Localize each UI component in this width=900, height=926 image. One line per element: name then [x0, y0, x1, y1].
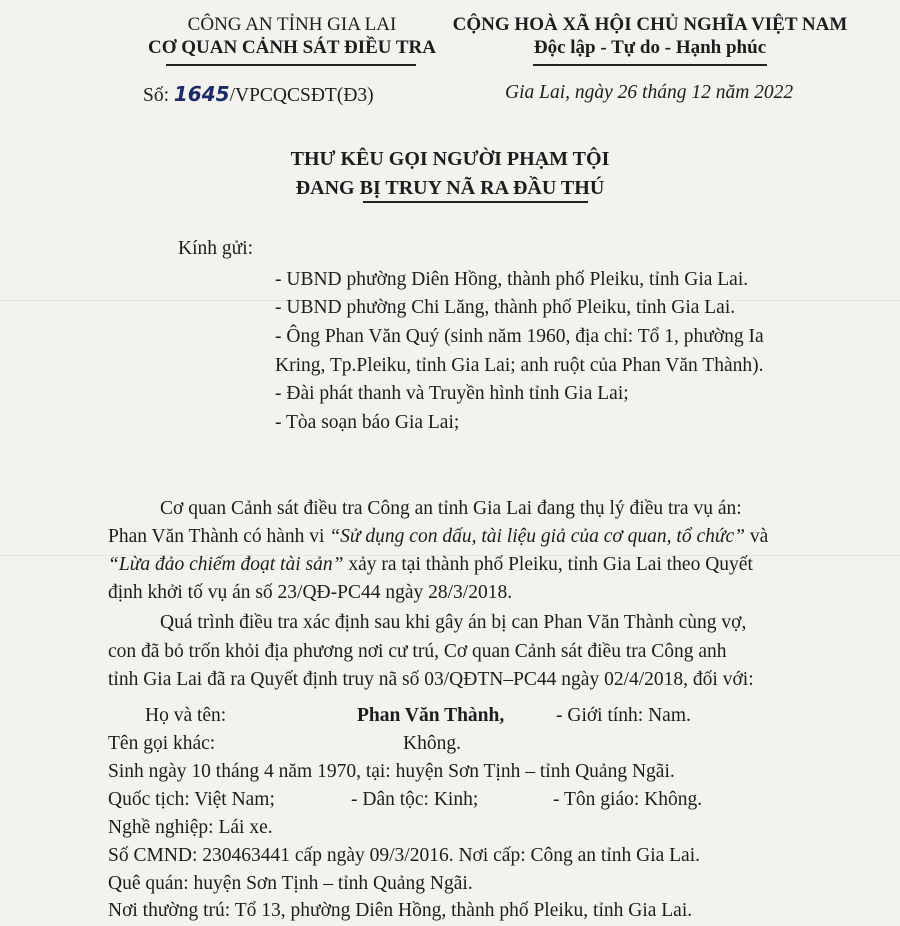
place-date: Gia Lai, ngày 26 tháng 12 năm 2022 [505, 82, 794, 103]
suspect-name-label: Họ và tên: [145, 705, 227, 726]
paragraph1-line3 [108, 554, 753, 576]
paragraph1-line2 [108, 526, 768, 548]
paragraph1-line1: Cơ quan Cảnh sát điều tra Công an tỉnh Gia Lai đang thụ lý điều tra vụ án: [160, 498, 742, 519]
suspect-religion: - Tôn giáo: Không. [553, 789, 703, 810]
suspect-occupation: Nghề nghiệp: Lái xe. [108, 817, 273, 838]
suspect-alias: Không. [403, 733, 461, 754]
agency-underline [166, 64, 416, 66]
document-number [143, 82, 374, 107]
paragraph2-line1: Quá trình điều tra xác định sau khi gây án bị can Phan Văn Thành cùng vợ, [160, 612, 747, 633]
national-motto: Độc lập - Tự do - Hạnh phúc [533, 37, 767, 58]
paragraph1-line4: định khởi tố vụ án số 23/QĐ-PC44 ngày 28/3/2018. [108, 582, 513, 603]
doc-number-handwritten: 1645 [173, 82, 230, 106]
doc-number-prefix: Số: [143, 85, 170, 106]
suspect-id-card: Số CMND: 230463441 cấp ngày 09/3/2016. Nơi cấp: Công an tỉnh Gia Lai. [108, 845, 700, 866]
recipient-item: Kring, Tp.Pleiku, tỉnh Gia Lai; anh ruột của Phan Văn Thành). [275, 355, 764, 376]
recipient-item: - UBND phường Chi Lăng, thành phố Pleiku, tỉnh Gia Lai. [275, 297, 736, 318]
recipient-item: - Ông Phan Văn Quý (sinh năm 1960, địa chỉ: Tổ 1, phường Ia [275, 326, 764, 347]
doc-number-suffix: /VPCQCSĐT(Đ3) [229, 85, 374, 106]
recipients-label: Kính gửi: [178, 238, 254, 259]
paragraph1-text: và [745, 526, 769, 547]
suspect-nationality: Quốc tịch: Việt Nam; [108, 789, 275, 810]
charge-1: “Sử dụng con dấu, tài liệu giả của cơ quan, tổ chức” [329, 526, 746, 547]
recipient-item: - UBND phường Diên Hồng, thành phố Pleiku, tỉnh Gia Lai. [275, 269, 749, 290]
agency-name: CÔNG AN TỈNH GIA LAI [187, 14, 397, 35]
title-underline [363, 201, 588, 203]
recipient-item: - Đài phát thanh và Truyền hình tỉnh Gia Lai; [275, 383, 629, 404]
suspect-residence: Nơi thường trú: Tổ 13, phường Diên Hồng, thành phố Pleiku, tỉnh Gia Lai. [108, 900, 693, 921]
paragraph1-text: Phan Văn Thành có hành vi [108, 526, 330, 547]
charge-2: “Lừa đảo chiếm đoạt tài sản” [108, 554, 344, 575]
national-title: CỘNG HOÀ XÃ HỘI CHỦ NGHĨA VIỆT NAM [452, 14, 848, 35]
suspect-ethnicity: - Dân tộc: Kinh; [351, 789, 479, 810]
paragraph1-text: xảy ra tại thành phố Pleiku, tỉnh Gia Lai theo Quyết [343, 554, 753, 575]
suspect-gender: - Giới tính: Nam. [556, 705, 691, 726]
suspect-name: Phan Văn Thành, [357, 705, 505, 726]
paragraph2-line3: tỉnh Gia Lai đã ra Quyết định truy nã số 03/QĐTN–PC44 ngày 02/4/2018, đối với: [108, 669, 754, 690]
recipient-item: - Tòa soạn báo Gia Lai; [275, 412, 460, 433]
paragraph2-line2: con đã bỏ trốn khỏi địa phương nơi cư trú, Cơ quan Cảnh sát điều tra Công anh [108, 641, 727, 662]
suspect-birth: Sinh ngày 10 tháng 4 năm 1970, tại: huyện Sơn Tịnh – tỉnh Quảng Ngãi. [108, 761, 675, 782]
document-title-line2: ĐANG BỊ TRUY NÃ RA ĐẦU THÚ [295, 177, 605, 199]
agency-department: CƠ QUAN CẢNH SÁT ĐIỀU TRA [147, 37, 437, 58]
suspect-hometown: Quê quán: huyện Sơn Tịnh – tỉnh Quảng Ngãi. [108, 873, 473, 894]
suspect-alias-label: Tên gọi khác: [108, 733, 216, 754]
document-title-line1: THƯ KÊU GỌI NGƯỜI PHẠM TỘI [290, 148, 610, 170]
motto-underline [533, 64, 767, 66]
